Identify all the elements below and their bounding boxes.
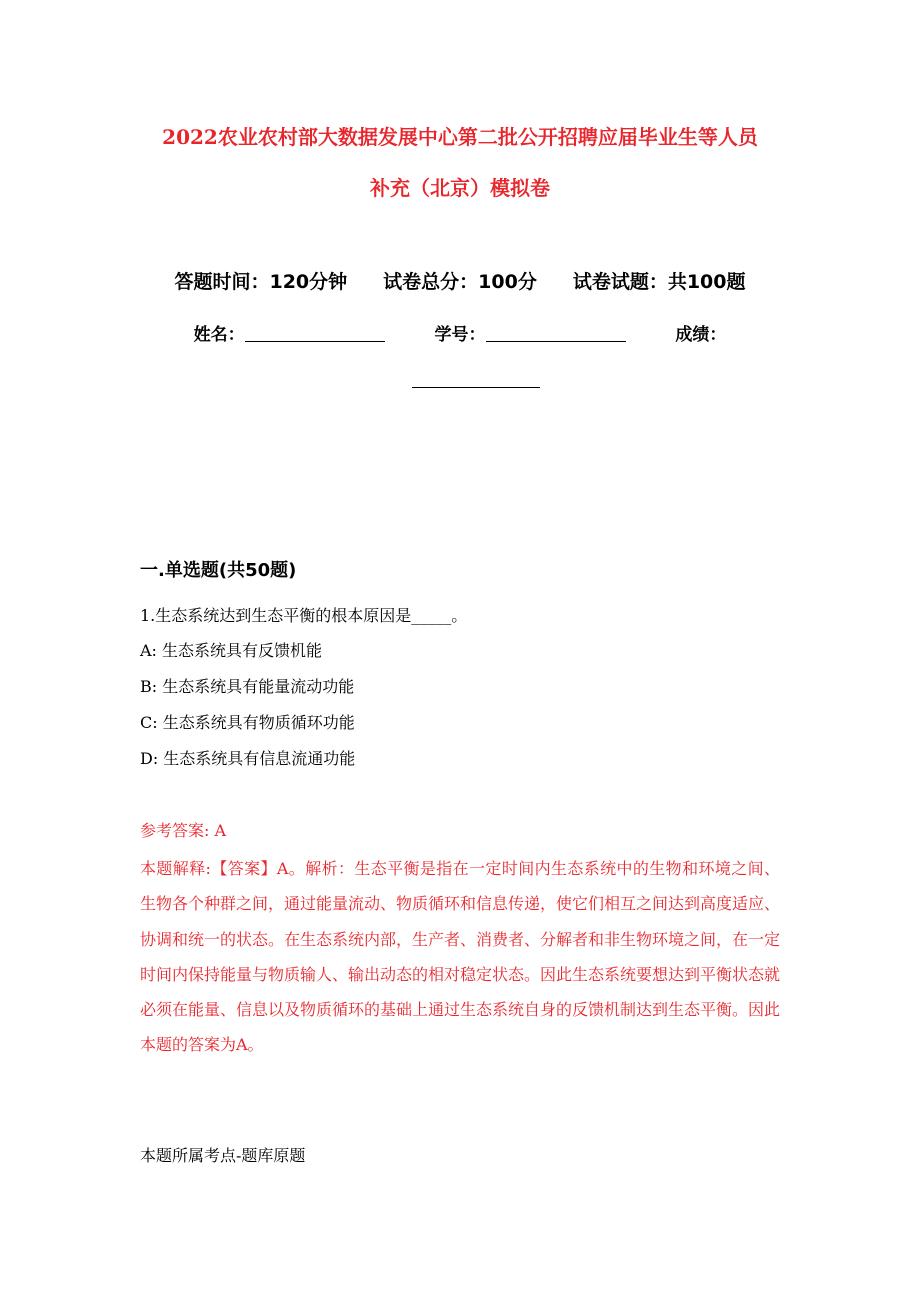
exam-title-line2: 补充（北京）模拟卷 xyxy=(370,176,550,200)
exam-total-score: 试卷总分：100分 xyxy=(383,271,537,293)
exam-time: 答题时间：120分钟 xyxy=(174,271,348,293)
score-blank xyxy=(412,387,540,388)
score-field xyxy=(675,320,726,345)
exam-title-line1: 2022农业农村部大数据发展中心第二批公开招聘应届毕业生等人员 xyxy=(162,125,758,149)
id-blank xyxy=(486,325,626,342)
option-b: B: 生态系统具有能量流动功能 xyxy=(140,677,355,696)
question-stem: 1.生态系统达到生态平衡的根本原因是_____。 xyxy=(140,606,468,625)
answer-explanation: 本题解释:【答案】A。解析：生态平衡是指在一定时间内生态系统中的生物和环境之间、生物各个种群之间，通过能量流动、物质循环和信息传递，使它们相互之间达到高度适应、协调和统一的状态。在生态系统内部，生产者、消费者、分解者和非生物环境之间，在一定时间内保持能量与物质输人、输出动态的相对稳定状态。因此生态系统要想达到平衡状态就必须在能量、信息以及物质循环的基础上通过生态系统自身的反馈机制达到生态平衡。因此本题的答案为A。 xyxy=(140,859,781,1055)
section-title: 一.单选题(共50题) xyxy=(140,560,297,581)
question-topic: 本题所属考点-题库原题 xyxy=(140,1146,306,1165)
id-label: 学号： xyxy=(434,325,486,345)
option-a: A: 生态系统具有反馈机能 xyxy=(140,641,323,660)
score-label: 成绩： xyxy=(675,325,727,345)
option-c: C: 生态系统具有物质循环功能 xyxy=(140,713,355,732)
exam-meta xyxy=(0,267,920,294)
name-blank xyxy=(245,325,385,342)
name-label: 姓名： xyxy=(193,325,245,345)
exam-question-count: 试卷试题：共100题 xyxy=(572,271,746,293)
name-field xyxy=(194,320,385,345)
id-field xyxy=(435,320,626,345)
reference-answer: 参考答案: A xyxy=(140,821,227,840)
option-d: D: 生态系统具有信息流通功能 xyxy=(140,749,356,768)
student-fields xyxy=(0,320,920,345)
